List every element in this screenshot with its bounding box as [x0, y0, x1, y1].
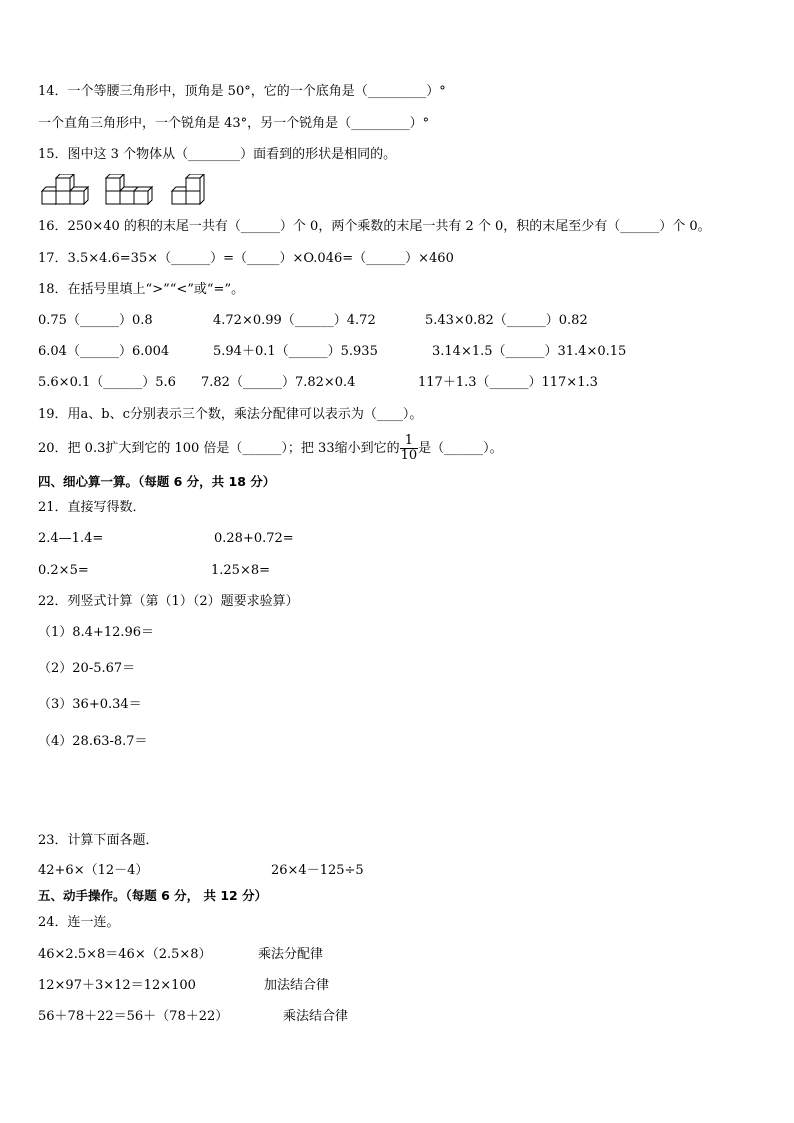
q21-item-4: 1.25×8=: [211, 563, 271, 578]
q18-row2-col3: 3.14×1.5（______）31.4×0.15: [432, 344, 627, 359]
q24-right-2: 加法结合律: [264, 978, 330, 993]
q18-row3-col1: 5.6×0.1（______）5.6: [38, 375, 176, 390]
q23-item-1: 42+6×（12－4）: [38, 863, 149, 878]
q22-item-4: （4）28.63-8.7＝: [38, 734, 148, 749]
q24-right-1: 乘法分配律: [258, 947, 324, 962]
q18-row2-col1: 6.04（______）6.004: [38, 344, 170, 359]
q18-row1-col3: 5.43×0.82（______）0.82: [425, 313, 588, 328]
q24-title: 24．连一连。: [38, 915, 120, 930]
q21-item-2: 0.28+0.72=: [214, 531, 294, 546]
q18-title: 18．在括号里填上“>”“<”或“=”。: [38, 282, 245, 297]
q22-item-3: （3）36+0.34＝: [38, 697, 142, 712]
q23-title: 23．计算下面各题．: [38, 833, 159, 848]
cube-figures: [38, 174, 218, 206]
section-5-heading: 五、动手操作。（每题 6 分， 共 12 分）: [38, 888, 268, 903]
q20-fraction-numerator: 1: [400, 434, 419, 449]
q18-row2-col2: 5.94＋0.1（______）5.935: [213, 344, 378, 359]
q20-before: 20．把 0.3扩大到它的 100 倍是（______）；把 33缩小到它的: [38, 441, 400, 456]
q23-item-2: 26×4－125÷5: [271, 863, 364, 878]
q16-text: 16．250×40 的积的末尾一共有（______）个 0，两个乘数的末尾一共有 2 个 0，积的末尾至少有（______）个 0。: [38, 219, 711, 234]
q21-item-3: 0.2×5=: [38, 563, 89, 578]
q20-fraction-denominator: 10: [400, 448, 418, 463]
cube-figure-1: [42, 174, 88, 204]
q24-right-3: 乘法结合律: [283, 1009, 349, 1024]
q21-title: 21．直接写得数．: [38, 500, 146, 515]
q20-after: 是（______）。: [418, 441, 503, 456]
q20-line: [38, 432, 503, 466]
section-4-heading: 四、细心算一算。（每题 6 分，共 18 分）: [38, 474, 276, 489]
q18-row1-col2: 4.72×0.99（______）4.72: [213, 313, 376, 328]
q17-text: 17．3.5×4.6=35×（______）=（_____）×O.046=（______）×460: [38, 251, 454, 266]
q22-title: 22．列竖式计算（第（1）（2）题要求验算）: [38, 594, 299, 609]
cube-figure-2: [106, 174, 152, 204]
cube-figure-3: [172, 174, 204, 204]
q18-row1-col1: 0.75（______）0.8: [38, 313, 153, 328]
q22-item-1: （1）8.4+12.96＝: [38, 625, 155, 640]
q19-text: 19．用a、b、c分别表示三个数，乘法分配律可以表示为（____）。: [38, 407, 423, 422]
q15-text: 15．图中这 3 个物体从（________）面看到的形状是相同的。: [38, 147, 397, 162]
q24-left-3: 56＋78＋22＝56＋（78＋22）: [38, 1009, 229, 1024]
q18-row3-col3: 117＋1.3（______）117×1.3: [418, 375, 598, 390]
q24-left-1: 46×2.5×8＝46×（2.5×8）: [38, 947, 212, 962]
q14-line1: 14．一个等腰三角形中，顶角是 50°，它的一个底角是（_________）°: [38, 84, 446, 99]
q20-fraction: [400, 434, 419, 463]
q14-line2: 一个直角三角形中，一个锐角是 43°，另一个锐角是（_________）°: [38, 116, 430, 131]
q21-item-1: 2.4—1.4=: [38, 531, 104, 546]
q22-item-2: （2）20-5.67＝: [38, 661, 136, 676]
q18-row3-col2: 7.82（______）7.82×0.4: [201, 375, 356, 390]
q24-left-2: 12×97＋3×12＝12×100: [38, 978, 196, 993]
